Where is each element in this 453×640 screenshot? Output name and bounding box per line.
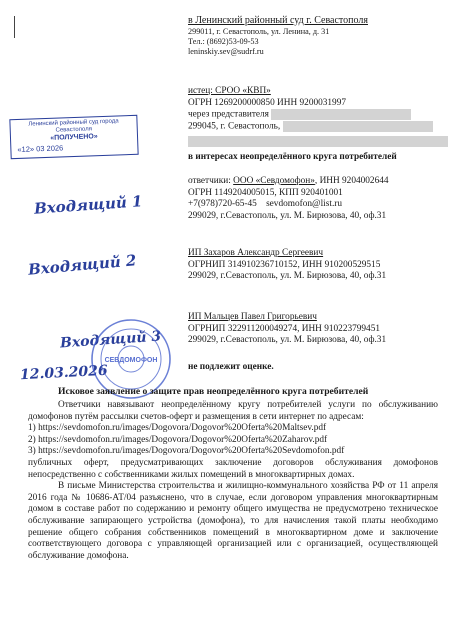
seal-text: СЕВДОМОФОН xyxy=(104,357,158,364)
stamp-received: «ПОЛУЧЕНО» xyxy=(50,133,98,142)
plaintiff-block xyxy=(188,86,448,147)
handwritten-date: 12.03.2026 xyxy=(19,362,109,384)
plaintiff-rep: через представителя xyxy=(188,109,269,120)
handwritten-incoming-3: Входящий 3 xyxy=(59,328,162,352)
defendant2-address: 299029, г.Севастополь, ул. М. Бирюзова, 40, оф.31 xyxy=(188,271,387,282)
plaintiff-interest: в интересах неопределённого круга потребителей xyxy=(188,152,397,162)
defendant1-inn: , ИНН 9204002644 xyxy=(314,176,389,186)
url-1: 1) https://sevdomofon.ru/images/Dogovora/Dogovor%20Oferta%20Maltsev.pdf xyxy=(28,423,327,434)
defendant1-address: 299029, г.Севастополь, ул. М. Бирюзова, 40, оф.31 xyxy=(188,210,387,221)
handwritten-incoming-2: Входящий 2 xyxy=(27,251,138,279)
court-email: leninskiy.sev@sudrf.ru xyxy=(188,46,264,56)
redacted-address xyxy=(283,121,433,132)
plaintiff-ogrn: ОГРН 1269200000850 ИНН 9200031997 xyxy=(188,97,347,108)
defendant3-name: ИП Мальцев Павел Григорьевич xyxy=(188,312,317,322)
not-assessed: не подлежит оценке. xyxy=(188,362,274,372)
defendant1-label: ответчики: xyxy=(188,176,231,186)
registration-stamp xyxy=(9,115,138,159)
defendant1-ogrn: ОГРН 1149204005015, КПП 920401001 xyxy=(188,187,343,198)
court-phone: Тел.: (8692)53-09-53 xyxy=(188,36,259,46)
paragraph-1: Ответчики навязывают неопределённому кругу потребителей услуги по обслуживанию домофонов путём рассылки счетов-оферт и размещения в сети интернет по адресам: xyxy=(28,400,438,422)
redacted-line xyxy=(188,136,448,147)
url-3: 3) https://sevdomofon.ru/images/Dogovora/Dogovor%20Oferta%20Sevdomofon.pdf xyxy=(28,446,345,457)
defendant2-block xyxy=(188,248,386,283)
plaintiff-label: истец: СРОО «КВП» xyxy=(188,86,271,96)
defendant3-ogrnip: ОГРНИП 322911200049274, ИНН 910223799451 xyxy=(188,323,381,334)
url-2: 2) https://sevdomofon.ru/images/Dogovora/Dogovor%20Oferta%20Zaharov.pdf xyxy=(28,434,328,445)
paragraph-2: публичных оферт, предусматривающих заключение договоров обслуживания домофонов непосредственно с собственниками жилых помещений в многоквартирных домах. xyxy=(28,457,438,480)
defendant1-email: sevdomofon@list.ru xyxy=(266,199,343,210)
defendant2-ogrnip: ОГРНИП 314910236710152, ИНН 910200529515 xyxy=(188,259,381,270)
court-name: в Ленинский районный суд г. Севастополя xyxy=(188,15,368,26)
paragraph-3: В письме Министерства строительства и жилищно-коммунального хозяйства РФ от 11 апреля 2016 года № 10686-АТ/04 разъяснено, что в случае, если договором управления многоквартирным домом в составе работ по содержанию и ремонту общего имущества не предусмотрено техническое обслуживание запирающего устройства (домофона), то для начисления такой платы необходимо решение общего собрания собственников помещений в многоквартирном доме и заключение соответствующего договора с управляющей организацией или с организацией, осуществляющей обслуживание домофона. xyxy=(28,481,438,561)
redacted-name xyxy=(271,109,411,120)
defendant1-name: ООО «Севдомофон» xyxy=(233,176,315,186)
defendant3-address: 299029, г.Севастополь, ул. М. Бирюзова, 40, оф.31 xyxy=(188,335,387,346)
document-title: Исковое заявление о защите прав неопределённого круга потребителей xyxy=(58,386,369,397)
court-block xyxy=(188,15,368,57)
defendant1-phone: +7(978)720-65-45 xyxy=(188,199,257,210)
stamp-date: «12» 03 2026 xyxy=(17,143,64,154)
document-body xyxy=(28,400,438,562)
defendant1-block xyxy=(188,176,389,222)
court-address: 299011, г. Севастополь, ул. Ленина, д. 31 xyxy=(188,26,330,36)
defendant3-block xyxy=(188,312,386,347)
defendant2-name: ИП Захаров Александр Сергеевич xyxy=(188,248,324,258)
handwritten-incoming-1: Входящий 1 xyxy=(33,192,143,218)
stamp-court: Ленинский районный суд города Севастополя xyxy=(28,118,119,134)
plaintiff-address: 299045, г. Севастополь, xyxy=(188,122,281,133)
margin-mark xyxy=(14,16,15,38)
